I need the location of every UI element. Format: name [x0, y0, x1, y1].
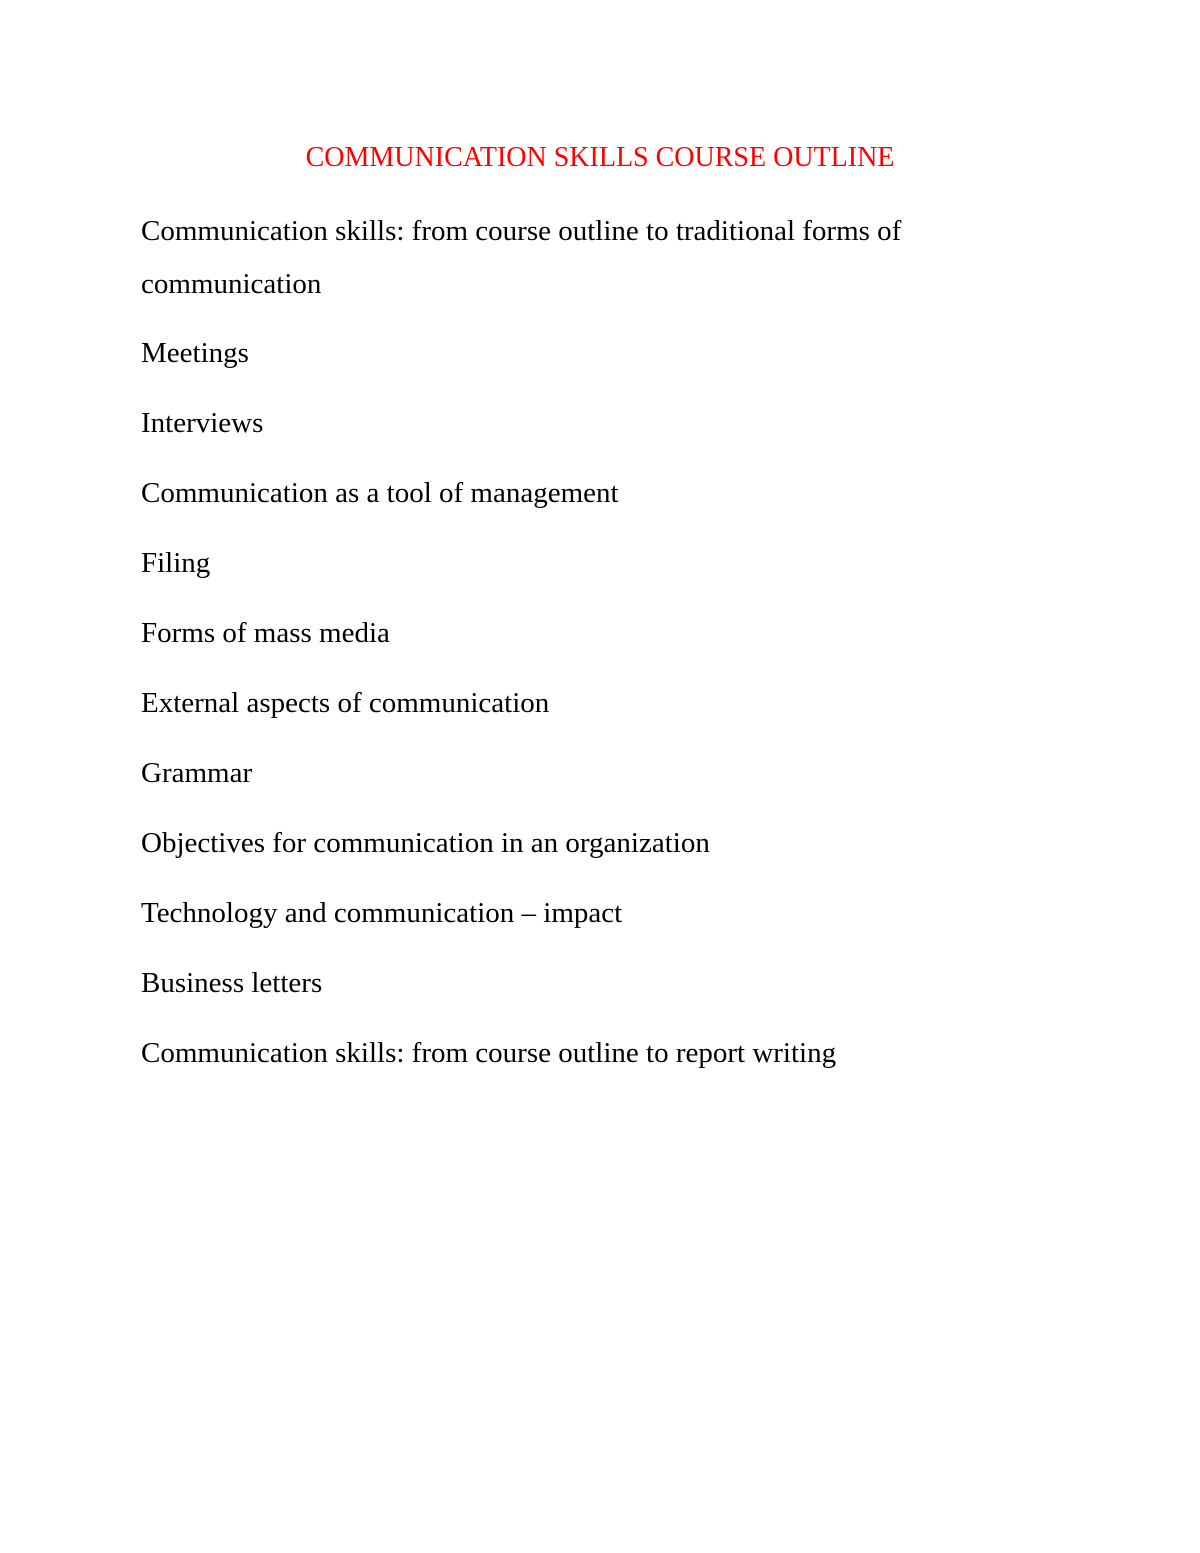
- outline-item: Objectives for communication in an organization: [141, 827, 710, 859]
- outline-item: Communication skills: from course outline to report writing: [141, 1037, 837, 1069]
- outline-item: Interviews: [141, 407, 264, 439]
- outline-item: Communication as a tool of management: [141, 477, 619, 509]
- document-title: COMMUNICATION SKILLS COURSE OUTLINE: [305, 142, 895, 173]
- outline-item: Forms of mass media: [141, 617, 390, 649]
- course-outline-list: [141, 205, 1041, 1097]
- outline-item: Technology and communication – impact: [141, 897, 623, 929]
- outline-item: Grammar: [141, 757, 253, 789]
- outline-item: Business letters: [141, 967, 323, 999]
- outline-item: Filing: [141, 547, 211, 579]
- outline-item: External aspects of communication: [141, 687, 550, 719]
- outline-item: Communication skills: from course outline to traditional forms of communication: [141, 215, 902, 300]
- outline-item: Meetings: [141, 337, 249, 369]
